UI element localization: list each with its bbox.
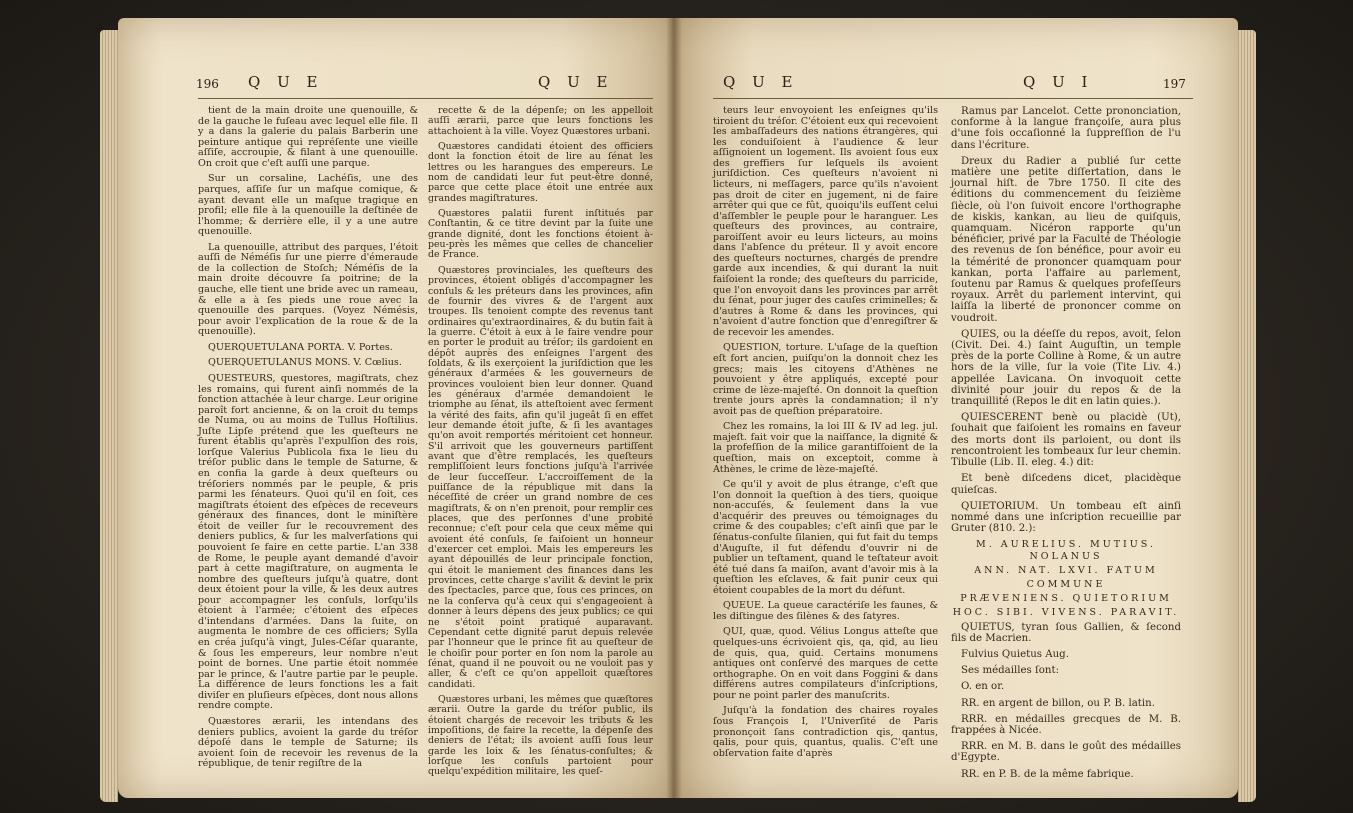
text-column <box>713 106 938 764</box>
paragraph: COMMUNE <box>1026 578 1106 590</box>
running-head: Q U E <box>538 73 614 91</box>
paragraph: QUI, quæ, quod. Vélius Longus atteſte que quelques-uns écrivoient qis, qa, qid, au lieu de quis, qua, quid. Certains monumens antiques ont conſervé des marques de cette orthographe. On en voit dans Foggini & dans différens autres compilateurs d'inſcriptions, pour ne point parler des manuſcrits. <box>713 626 938 701</box>
page-number: 196 <box>196 77 219 91</box>
paragraph: ANN. NAT. LXVI. FATUM <box>974 564 1158 576</box>
paragraph: QUERQUETULANUS MONS. V. Cœlius. <box>208 357 402 369</box>
paragraph: QUESTEURS, questores, magiſtrats, chez les romains, qui furent ainſi nommés de la fonction attachée à leur charge. Leur origine paroît fort ancienne, & on la croit du temps de Numa, ou au moins de Tullus Hoſtilius. Juſte Lipſe prétend que les queſteurs ne furent établis qu'après l'expulſion des rois, lorſque Valerius Publicola fixa le lieu du tréſor public dans le temple de Saturne, & en confia la garde à deux queſteurs ou tréſoriers nommés par le peuple, & pris parmi les ſénateurs. Quoi qu'il en ſoit, ces magiſtrats étoient des eſpèces de receveurs généraux des finances, dont le miniſtère étoit de veiller ſur le recouvrement des deniers publics, & ſur les malverſations qui pouvoient ſe faire en cette partie. L'an 338 de Rome, le peuple ayant demandé d'avoir part à cette magiſtrature, on augmenta le nombre des queſteurs juſqu'à quatre, dont deux étoient pour la ville, & les deux autres pour accompagner les conſuls, lorſqu'ils étoient à l'armée; c'étoient des eſpèces d'intendans d'armées. Dans la ſuite, on augmenta le nombre de ces officiers; Sylla en créa juſqu'à vingt, Jules-Céſar quarante, & ſous les empereurs, leur nombre n'eut point de bornes. Une partie étoit nommée par le prince, & l'autre partie par le peuple. La différence de leurs fonctions les a fait diviſer en pluſieurs eſpèces, dont nous allons rendre compte. <box>198 372 418 712</box>
paragraph: Ses médailles ſont: <box>961 665 1060 677</box>
page-number: 197 <box>1163 77 1186 91</box>
text-column <box>951 106 1181 785</box>
paragraph: RRR. en médailles grecques de M. B. frappées à Nicée. <box>951 713 1181 736</box>
header-rule <box>713 98 1193 99</box>
paragraph: HOC. SIBI. VIVENS. PARAVIT. <box>952 607 1180 619</box>
paragraph: Juſqu'à la fondation des chaires royales ſous François I, l'Univerſité de Paris prononçoit ſans contradiction qis, qantus, qalis, pour quis, quantus, qualis. C'eſt une obſervation faite d'après <box>713 705 938 759</box>
page-edges-left <box>100 30 118 802</box>
paragraph: La quenouille, attribut des parques, l'étoit auſſi de Néméſis ſur une pierre d'émeraude de la collection de Stoſch; Néméſis de la main droite découvre ſa poitrine; de la gauche, elle tient une bride avec un rameau, & elle a à ſes pieds une roue avec la quenouille des parques. (Voyez Némésis, pour avoir l'explication de la roue & de la quenouille). <box>198 241 418 338</box>
paragraph: QUERQUETULANA PORTA. V. Portes. <box>208 341 393 353</box>
right-page-header <box>713 73 1193 95</box>
paragraph: Fulvius Quietus Aug. <box>961 648 1069 660</box>
paragraph: Quæstores ærarii, les intendans des deniers publics, avoient la garde du tréſor dépoſé dans le temple de Saturne; ils avoient ſoin de recevoir les revenus de la république, de tenir regiſtre de la <box>198 715 418 770</box>
paragraph: PRÆVENIENS. QUIETORIUM <box>960 593 1172 605</box>
paragraph: RR. en argent de billon, ou P. B. latin. <box>961 697 1155 709</box>
paragraph: RRR. en M. B. dans le goût des médailles d'Egypte. <box>951 741 1181 764</box>
paragraph: QUIESCERENT benè ou placidè (Ut), ſouhait que faiſoient les romains en faveur des morts dont ils parloient, ou dont ils rencontroient les tombeaux ſur leur chemin. Tibulle (Lib. II. eleg. 4.) dit: <box>951 412 1181 469</box>
paragraph: Ce qu'il y avoit de plus étrange, c'eſt que l'on donnoit la queſtion à des tiers, quoique non-accuſés, & ſeulement dans la vue d'acquérir des preuves ou témoignages du crime & des coupables; c'eſt ainſi que par le ſénatus-conſulte ſilanien, qui fut fait du temps d'Auguſte, il fut défendu d'ouvrir ni de publier un teſtament, quand le teſtateur avoit été tué dans ſa maiſon, avant d'avoir mis à la queſtion les eſclaves, & fait punir ceux qui étoient coupables de la mort du défunt. <box>713 479 938 596</box>
paragraph: RR. en P. B. de la même fabrique. <box>961 768 1134 780</box>
paragraph: QUEUE. La queue caractériſe les faunes, & les diſtingue des ſilènes & des ſatyres. <box>713 600 938 622</box>
paragraph: Chez les romains, la loi III & IV ad leg. jul. majeſt. fait voir que la naiſſance, la dignité & la profeſſion de la milice garantiſſoient de la queſtion, mais on exceptoit, comme à Athènes, le crime de lèze-majeſté. <box>713 421 938 475</box>
paragraph: Dreux du Radier a publié ſur cette matière une petite diſſertation, dans le journal hiſt. de 7bre 1750. Il cite des éditions du commencement du ſeizième ſiècle, où l'on ſuivoit encore l'orthographe de kiskis, kankan, au lieu de quiſquis, quamquam. Nicéron rapporte qu'un bénéficier, privé par la Faculté de Théologie des revenus de ſon bénéfice, pour avoir eu la témérité de prononcer quamquam pour kankan, porta l'affaire au parlement, ſoutenu par Ramus & quelques profeſſeurs royaux. Arrêt du parlement intervint, qui laiſſa la liberté de prononcer comme on voudroit. <box>951 155 1181 324</box>
paragraph: Quæstores urbani, les mêmes que quæſtores ærarii. Outre la garde du tréſor public, ils étoient chargés de recevoir les tributs & les impoſitions, de faire la recette, la dépenſe des deniers de l'état; ils avoient auſſi ſous leur garde les loix & les ſénatus-conſultes; & lorſque les conſuls partoient pour quelqu'expédition militaire, les queſ- <box>428 693 653 778</box>
paragraph: M. AURELIUS. MUTIUS. NOLANUS <box>975 539 1157 562</box>
right-page <box>673 18 1238 798</box>
paragraph: QUIETUS, tyran ſous Gallien, & ſecond fils de Macrien. <box>951 621 1181 644</box>
paragraph: Ramus par Lancelot. Cette prononciation, conforme à la langue françoiſe, aura plus d'une fois occaſionné la ſuppreſſion de l'u dans l'écriture. <box>951 106 1181 151</box>
page-edges-right <box>1238 30 1256 802</box>
paragraph: recette & de la dépenſe; on les appelloit auſſi ærarii, parce que leurs fonctions les attachoient à la ville. Voyez Quæstores urbani. <box>428 105 653 137</box>
paragraph: teurs leur envoyoient les enſeignes qu'ils tiroient du tréſor. C'étoient eux qui recevoient les ambaſſadeurs des nations étrangères, qui les conduiſoient à l'audience & leur aſſignoient un logement. Ils avoient ſous eux des greffiers ſur leſquels ils avoient juriſdiction. Ces queſteurs n'avoient ni licteurs, ni meſſagers, parce qu'ils n'avoient pas droit de citer en jugement, ni de faire arrêter qui que ce fût, quoiqu'ils euſſent celui d'aſſembler le peuple pour le haranguer. Les queſteurs des provinces, au contraire, paroiſſent avoir eu leurs licteurs, au moins dans l'abſence du préteur. Il y avoit encore des queſteurs nocturnes, chargés de prendre garde aux incendies, & qui durant la nuit faiſoient la ronde; des queſteurs du parricide, que l'on envoyoit dans les provinces par arrêt du ſénat, pour juger des cauſes criminelles; & d'autres à Rome & dans les provinces, qui n'avoient d'autre fonction que d'enregiſtrer & de recevoir les amendes. <box>713 105 938 338</box>
book-gutter <box>666 18 682 798</box>
header-rule <box>198 98 653 99</box>
text-column <box>198 106 418 775</box>
running-head: Q U E <box>723 73 799 91</box>
running-head: Q U I <box>1023 73 1094 91</box>
open-book <box>118 18 1238 808</box>
left-page-header <box>198 73 618 95</box>
paragraph: QUESTION, torture. L'uſage de la queſtion eſt fort ancien, puiſqu'on la donnoit chez les grecs; mais les citoyens d'Athènes ne pouvoient y être appliqués, excepté pour crime de lèze-majeſté. On donnoit la queſtion trente jours après la condamnation; il n'y avoit pas de queſtion préparatoire. <box>713 342 938 417</box>
paragraph: O. en or. <box>961 681 1005 693</box>
running-head: Q U E <box>248 73 324 91</box>
text-column <box>428 106 653 783</box>
paragraph: QUIETORIUM. Un tombeau eſt ainſi nommé dans une inſcription recueillie par Gruter (810. 2.): <box>951 500 1181 535</box>
paragraph: Sur un corsaline, Lachéſis, une des parques, aſſiſe ſur un maſque comique, & ayant devant elle un maſque tragique en profil; elle file à la quenouille la deſtinée de l'homme; & derrière elle, il y a une autre quenouille. <box>198 173 418 238</box>
paragraph: Quæstores provinciales, les queſteurs des provinces, étoient obligés d'accompagner les conſuls & les préteurs dans les provinces, afin de fournir des vivres & de l'argent aux troupes. Ils tenoient compte des revenus tant ordinaires qu'extraordinaires, & du butin fait à la guerre. C'étoit à eux à le faire vendre pour en porter le produit au tréſor; ils gardoient en dépôt auprès des enſeignes l'argent des ſoldats, & ils exerçoient la juriſdiction que les généraux d'armées & les gouverneurs de provinces vouloient bien leur donner. Quand les généraux d'armée demandoient le triomphe au ſénat, ils atteſtoient avec ſerment la vérité des faits, afin qu'il jugeât ſi en effet leur demande étoit juſte, & ſi les avantages qu'on avoit remportés méritoient cet honneur. S'il arrivoit que les gouverneurs partiſſent avant que d'être remplacés, les queſteurs rempliſſoient leurs fonctions juſqu'à l'arrivée de leur ſucceſſeur. L'accroiſſement de la puiſſance de la république mit dans la néceſſité de créer un grand nombre de ces magiſtrats, & on n'en prenoit, pour remplir ces places, que des perſonnes d'une probité reconnue; c'eſt pour cela que ceux même qui avoient été conſuls, ſe faiſoient un honneur d'exercer cet emploi. Mais les empereurs les ayant dépouillés de leur principale fonction, qui étoit le maniement des finances dans les provinces, cette charge s'avilit & devint le prix des ſpectacles, parce que, ſous ces princes, on ne la conſerva qu'à ceux qui s'engageoient à donner à leurs dépens des jeux publics; ce qui ne s'étoit point pratiqué auparavant. Cependant cette dignité parut depuis relevée par l'honneur que le prince fit au queſteur de le choiſir pour porter en ſon nom la parole au ſénat, quand il ne pouvoit ou ne vouloit pas y aller, & c'eſt ce qu'on appelloit quæſtores candidati. <box>428 264 653 690</box>
paragraph: QUIES, ou la déeſſe du repos, avoit, ſelon (Civit. Dei. 4.) ſaint Auguſtin, un temple près de la porte Colline à Rome, & un autre hors de la ville, ſur la voie (Tite Liv. 4.) appellée Lavicana. On invoquoit cette divinité pour jouir du repos & de la tranquillité (Repos le dit en latin quies.). <box>951 328 1181 408</box>
paragraph: Quæstores palatii furent inſtitués par Conſtantin, & ce titre devint par la ſuite une grande dignité, dont les fonctions étoient à-peu-près les mêmes que celles de chancelier de France. <box>428 208 653 261</box>
paragraph: Et benè diſcedens dicet, placidèque quieſcas. <box>951 473 1181 496</box>
paragraph: tient de la main droite une quenouille, & de la gauche le fuſeau avec lequel elle file. Il y a dans la galerie du palais Barberin une peinture antique qui repréſente une vieille aſſiſe, accroupie, & filant à une quenouille. On croit que c'eſt auſſi une parque. <box>198 105 418 169</box>
paragraph: Quæstores candidati étoient des officiers dont la fonction étoit de lire au ſénat les lettres ou les harangues des empereurs. Le nom de candidati leur fut peut-être donné, parce que cette place étoit une entrée aux grandes magiſtratures. <box>428 141 653 204</box>
left-page <box>118 18 673 798</box>
